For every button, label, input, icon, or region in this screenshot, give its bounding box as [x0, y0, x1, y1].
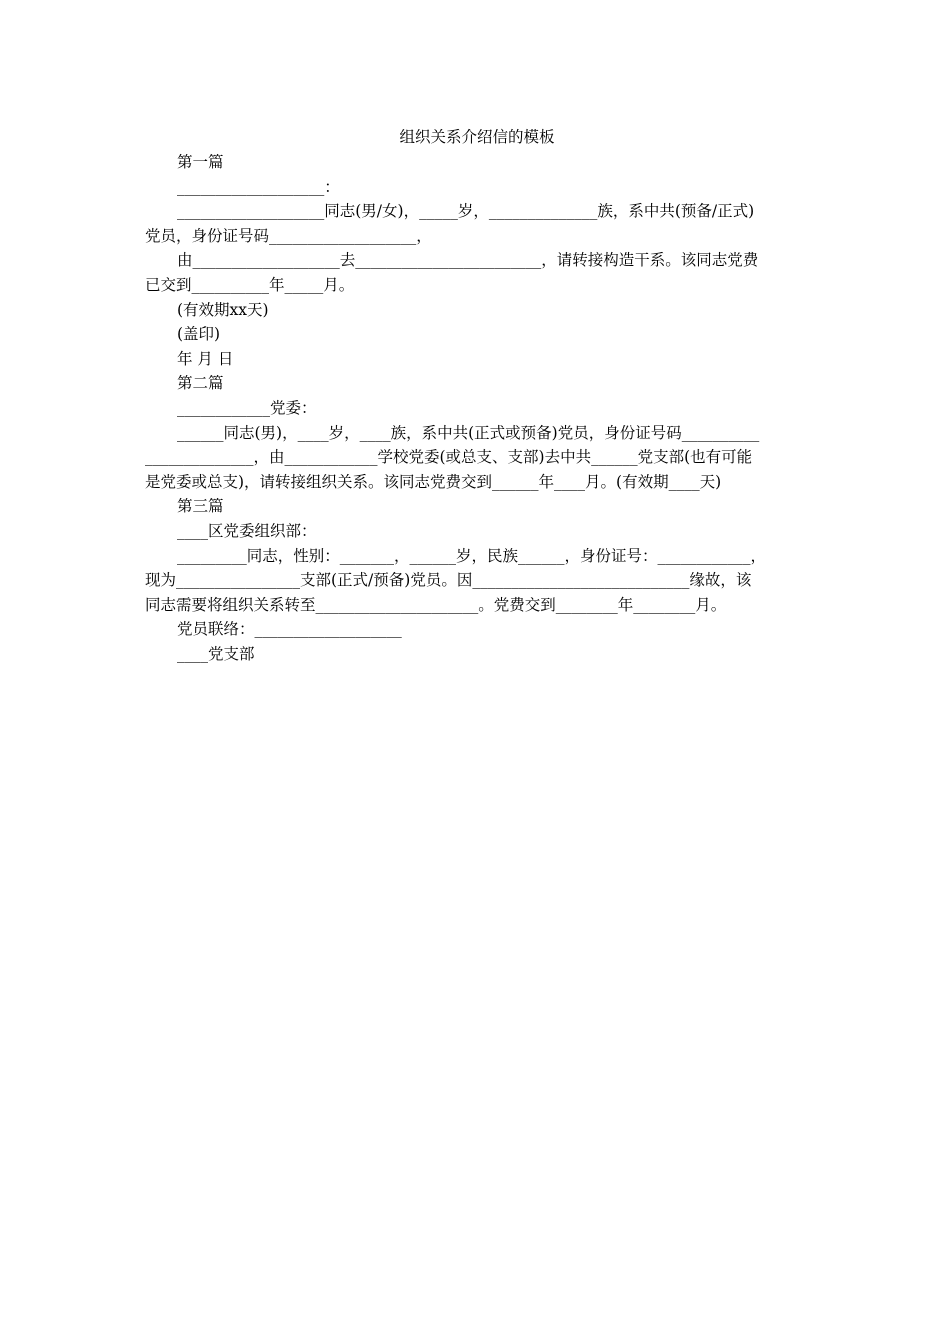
- paragraph-line: 由___________________去________________________，请转接构造干系。该同志党费: [177, 251, 759, 270]
- paragraph-line: ______________，由____________学校党委(或总支、支部)去中共______党支部(也有可能: [145, 448, 753, 467]
- recipient-line-2: ____________党委：: [177, 398, 317, 417]
- document-title: 组织关系介绍信的模板: [399, 128, 555, 146]
- paragraph-line: 同志需要将组织关系转至_____________________。党费交到________年________月。: [145, 595, 727, 614]
- seal-note: (盖印): [177, 325, 221, 344]
- recipient-line-3: ____区党委组织部：: [177, 521, 317, 540]
- paragraph-line: 现为________________支部(正式/预备)党员。因____________________________缘故，该: [145, 571, 752, 590]
- section-heading-1: 第一篇: [177, 153, 224, 171]
- section-heading-2: 第二篇: [177, 374, 224, 393]
- contact-line: 党员联络：___________________: [177, 620, 402, 639]
- paragraph-line: ______同志(男)，____岁，____族，系中共(正式或预备)党员，身份证号码__________: [177, 423, 760, 442]
- document-body: [145, 124, 809, 666]
- paragraph-line: _________同志，性别：_______，______岁，民族______，身份证号：____________，: [177, 546, 767, 565]
- paragraph-line: 已交到__________年_____月。: [145, 275, 355, 294]
- validity-note: (有效期xx天): [177, 300, 269, 319]
- recipient-line-1: ___________________：: [177, 177, 340, 196]
- paragraph-line: ___________________同志(男/女)，_____岁，______________族，系中共(预备/正式): [177, 202, 755, 221]
- signature-line: ____党支部: [177, 644, 255, 663]
- date-line: 年 月 日: [177, 349, 234, 368]
- section-heading-3: 第三篇: [177, 497, 224, 516]
- paragraph-line: 是党委或总支)，请转接组织关系。该同志党费交到______年____月。(有效期____天): [145, 472, 722, 491]
- paragraph-line: 党员，身份证号码___________________，: [145, 226, 432, 245]
